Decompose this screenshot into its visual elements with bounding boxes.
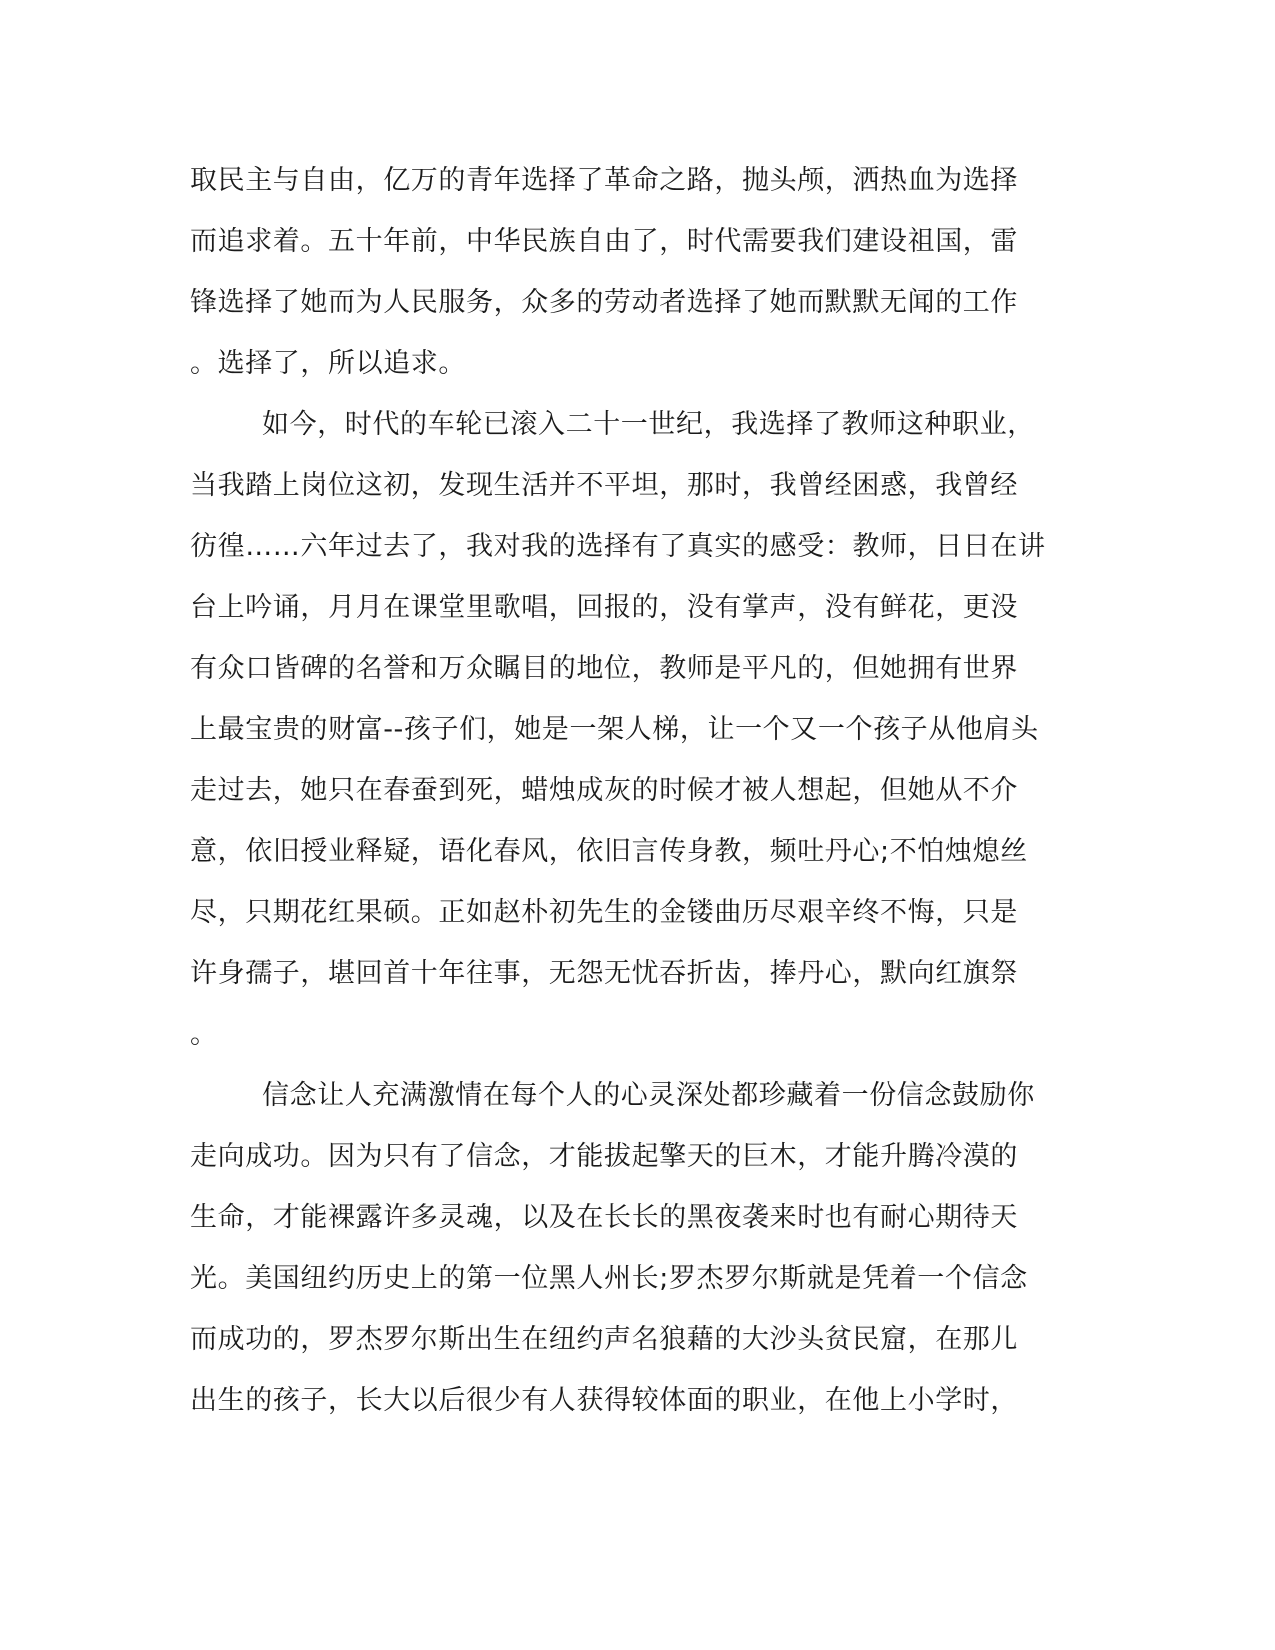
body-text: [190, 162, 1090, 1443]
text-line: 如今，时代的车轮已滚入二十一世纪，我选择了教师这种职业，: [262, 409, 1035, 440]
text-line: 光。美国纽约历史上的第一位黑人州长;罗杰罗尔斯就是凭着一个信念: [190, 1263, 1028, 1294]
text-line: 而成功的，罗杰罗尔斯出生在纽约声名狼藉的大沙头贫民窟，在那儿: [190, 1324, 1018, 1355]
text-line: 台上吟诵，月月在课堂里歌唱，回报的，没有掌声，没有鲜花，更没: [190, 592, 1018, 623]
text-line: 当我踏上岗位这初，发现生活并不平坦，那时，我曾经困惑，我曾经: [190, 470, 1018, 501]
text-line: 锋选择了她而为人民服务，众多的劳动者选择了她而默默无闻的工作: [190, 287, 1018, 318]
text-line: 上最宝贵的财富--孩子们，她是一架人梯，让一个又一个孩子从他肩头: [190, 714, 1039, 745]
text-line: 。选择了，所以追求。: [190, 348, 466, 379]
text-line: 而追求着。五十年前，中华民族自由了，时代需要我们建设祖国，雷: [190, 226, 1018, 257]
paragraph-1: [190, 162, 1090, 406]
text-line: 生命，才能裸露许多灵魂，以及在长长的黑夜袭来时也有耐心期待天: [190, 1202, 1018, 1233]
text-line: 取民主与自由，亿万的青年选择了革命之路，抛头颅，洒热血为选择: [190, 165, 1018, 196]
paragraph-3: [190, 1077, 1090, 1443]
text-line: 。: [190, 1019, 218, 1050]
text-line: 意，依旧授业释疑，语化春风，依旧言传身教，频吐丹心;不怕烛熄丝: [190, 836, 1028, 867]
text-line: 彷徨……六年过去了，我对我的选择有了真实的感受：教师，日日在讲: [190, 531, 1046, 562]
text-line: 信念让人充满激情在每个人的心灵深处都珍藏着一份信念鼓励你: [262, 1080, 1035, 1111]
text-line: 走向成功。因为只有了信念，才能拔起擎天的巨木，才能升腾冷漠的: [190, 1141, 1018, 1172]
text-line: 许身孺子，堪回首十年往事，无怨无忧吞折齿，捧丹心，默向红旗祭: [190, 958, 1018, 989]
text-line: 出生的孩子，长大以后很少有人获得较体面的职业，在他上小学时，: [190, 1385, 1018, 1416]
text-line: 走过去，她只在春蚕到死，蜡烛成灰的时候才被人想起，但她从不介: [190, 775, 1018, 806]
paragraph-2: [190, 406, 1090, 1077]
text-line: 尽，只期花红果硕。正如赵朴初先生的金镂曲历尽艰辛终不悔，只是: [190, 897, 1018, 928]
text-line: 有众口皆碑的名誉和万众瞩目的地位，教师是平凡的，但她拥有世界: [190, 653, 1018, 684]
